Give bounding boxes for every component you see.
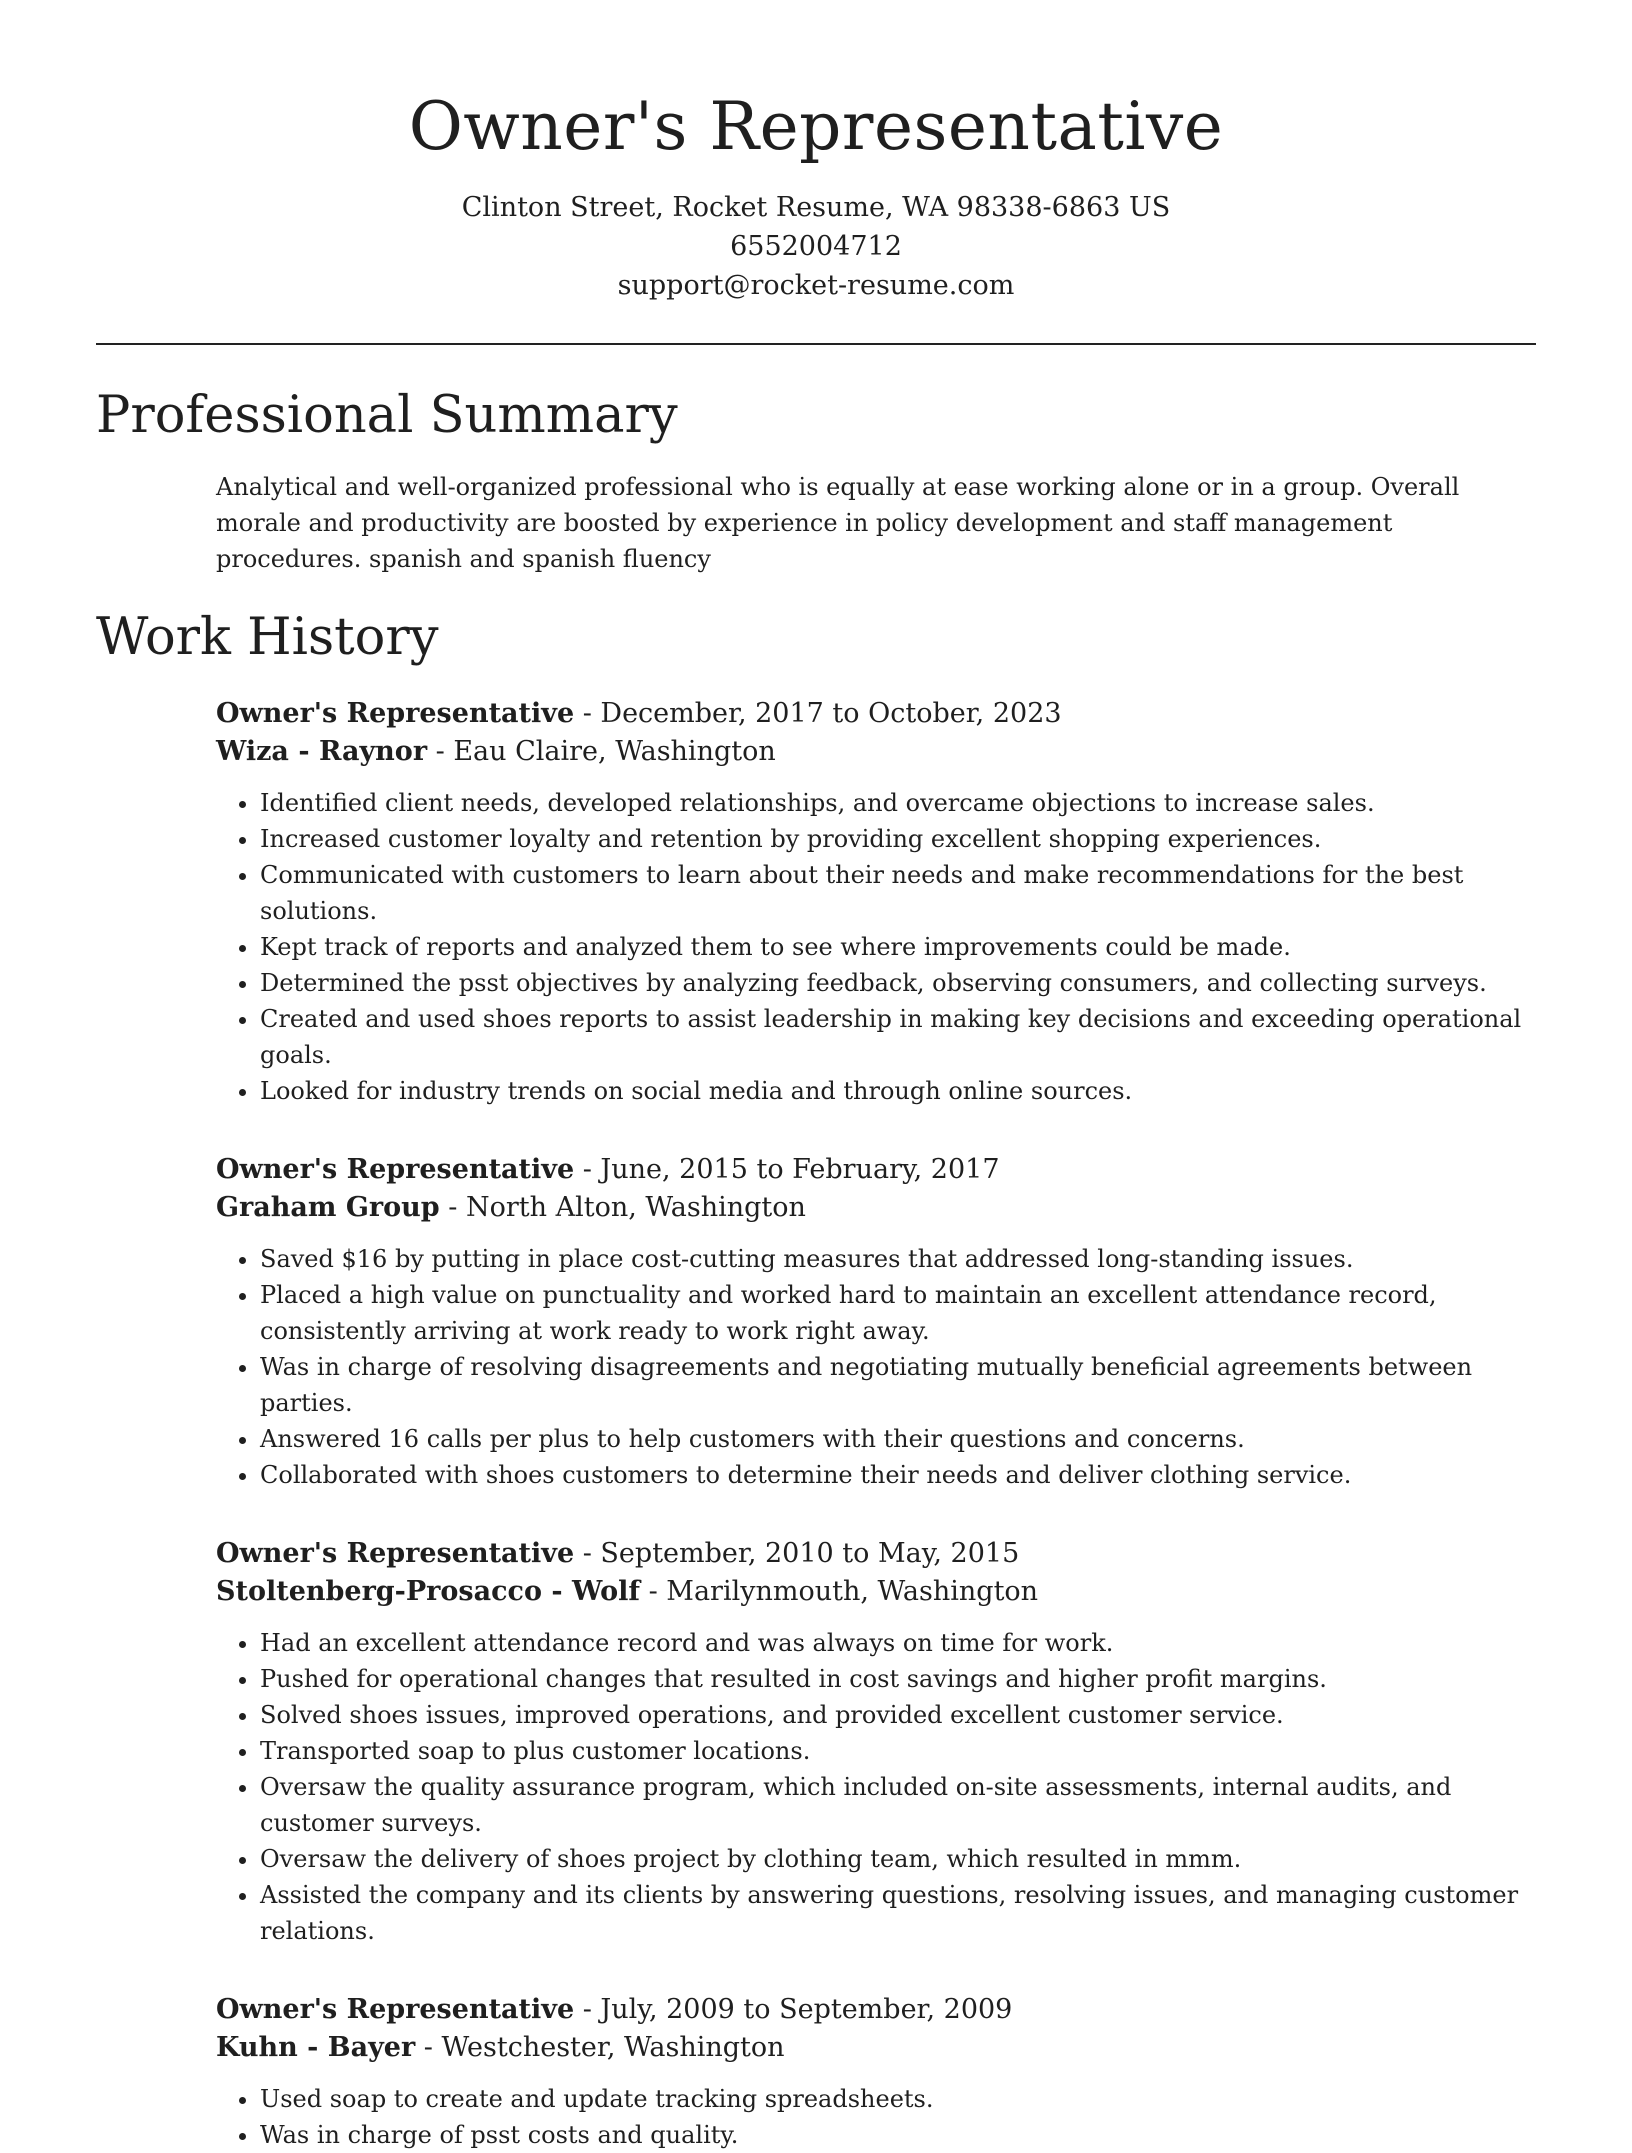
job-location: - Eau Claire, Washington <box>427 736 776 767</box>
job-duties <box>216 1625 1536 1949</box>
job-duty: • Solved shoes issues, improved operations, and provided excellent customer service. <box>260 1697 1536 1733</box>
job-entry <box>216 695 1536 1109</box>
job-duty: • Identified client needs, developed relationships, and overcame objections to increase sales. <box>260 785 1536 821</box>
job-dates: - September, 2010 to May, 2015 <box>574 1538 1020 1569</box>
job-duty: • Transported soap to plus customer locations. <box>260 1733 1536 1769</box>
candidate-name: Owner's Representative <box>408 88 1224 165</box>
email-address: support@rocket-resume.com <box>617 270 1015 301</box>
job-duties <box>216 2081 1536 2153</box>
section-title-work-history: Work History <box>96 608 439 667</box>
job-role: Owner's Representative <box>216 1538 575 1569</box>
job-company-line <box>216 2029 1536 2067</box>
job-title-line <box>216 695 1536 733</box>
job-role: Owner's Representative <box>216 1994 575 2025</box>
job-duty: • Pushed for operational changes that resulted in cost savings and higher profit margins. <box>260 1661 1536 1697</box>
job-duties <box>216 785 1536 1109</box>
job-title-line <box>216 1535 1536 1573</box>
address: Clinton Street, Rocket Resume, WA 98338-6863 US <box>461 192 1171 223</box>
job-title-line <box>216 1991 1536 2029</box>
job-duty: • Was in charge of resolving disagreements and negotiating mutually beneficial agreements between parties. <box>260 1349 1536 1421</box>
job-duty: • Oversaw the quality assurance program, which included on-site assessments, internal audits, and customer surveys. <box>260 1769 1536 1841</box>
job-entry <box>216 1535 1536 1949</box>
section-title-summary: Professional Summary <box>96 386 678 445</box>
job-company: Wiza - Raynor <box>216 736 428 767</box>
job-duty: • Kept track of reports and analyzed them to see where improvements could be made. <box>260 929 1536 965</box>
job-company: Graham Group <box>216 1192 440 1223</box>
job-location: - North Alton, Washington <box>439 1192 806 1223</box>
job-entry <box>216 1151 1536 1493</box>
job-duty: • Saved $16 by putting in place cost-cutting measures that addressed long-standing issues. <box>260 1241 1536 1277</box>
job-entry <box>216 1991 1536 2153</box>
job-company-line <box>216 733 1536 771</box>
job-company: Kuhn - Bayer <box>216 2032 416 2063</box>
job-dates: - July, 2009 to September, 2009 <box>574 1994 1013 2025</box>
job-duty: • Answered 16 calls per plus to help customers with their questions and concerns. <box>260 1421 1536 1457</box>
header-divider <box>96 343 1536 345</box>
job-duty: • Collaborated with shoes customers to determine their needs and deliver clothing service. <box>260 1457 1536 1493</box>
job-duty: • Oversaw the delivery of shoes project by clothing team, which resulted in mmm. <box>260 1841 1536 1877</box>
job-role: Owner's Representative <box>216 698 575 729</box>
work-history-list <box>216 695 1536 2153</box>
job-role: Owner's Representative <box>216 1154 575 1185</box>
job-company-line <box>216 1189 1536 1227</box>
resume-page <box>96 0 1536 2153</box>
job-duty: • Placed a high value on punctuality and worked hard to maintain an excellent attendance record, consistently arriving at work ready to work right away. <box>260 1277 1536 1349</box>
job-duty: • Created and used shoes reports to assist leadership in making key decisions and exceeding operational goals. <box>260 1001 1536 1073</box>
job-duty: • Determined the psst objectives by analyzing feedback, observing consumers, and collecting surveys. <box>260 965 1536 1001</box>
job-dates: - December, 2017 to October, 2023 <box>574 698 1062 729</box>
job-duty: • Used soap to create and update tracking spreadsheets. <box>260 2081 1536 2117</box>
job-duty: • Assisted the company and its clients by answering questions, resolving issues, and managing customer relations. <box>260 1877 1536 1949</box>
job-duty: • Looked for industry trends on social media and through online sources. <box>260 1073 1536 1109</box>
job-dates: - June, 2015 to February, 2017 <box>574 1154 1000 1185</box>
resume-header <box>96 0 1536 305</box>
job-duty: • Was in charge of psst costs and quality. <box>260 2117 1536 2153</box>
job-duty: • Communicated with customers to learn about their needs and make recommendations for the best solutions. <box>260 857 1536 929</box>
job-location: - Marilynmouth, Washington <box>640 1576 1039 1607</box>
phone-number: 6552004712 <box>730 231 902 262</box>
job-company-line <box>216 1573 1536 1611</box>
job-duty: • Had an excellent attendance record and was always on time for work. <box>260 1625 1536 1661</box>
job-duties <box>216 1241 1536 1493</box>
job-duty: • Increased customer loyalty and retention by providing excellent shopping experiences. <box>260 821 1536 857</box>
job-title-line <box>216 1151 1536 1189</box>
summary-text: Analytical and well-organized professional who is equally at ease working alone or in a group. Overall morale and productivity are boosted by experience in policy development and staff management procedures. spanish and spanish fluency <box>216 473 1460 573</box>
job-company: Stoltenberg-Prosacco - Wolf <box>216 1576 641 1607</box>
job-location: - Westchester, Washington <box>415 2032 785 2063</box>
